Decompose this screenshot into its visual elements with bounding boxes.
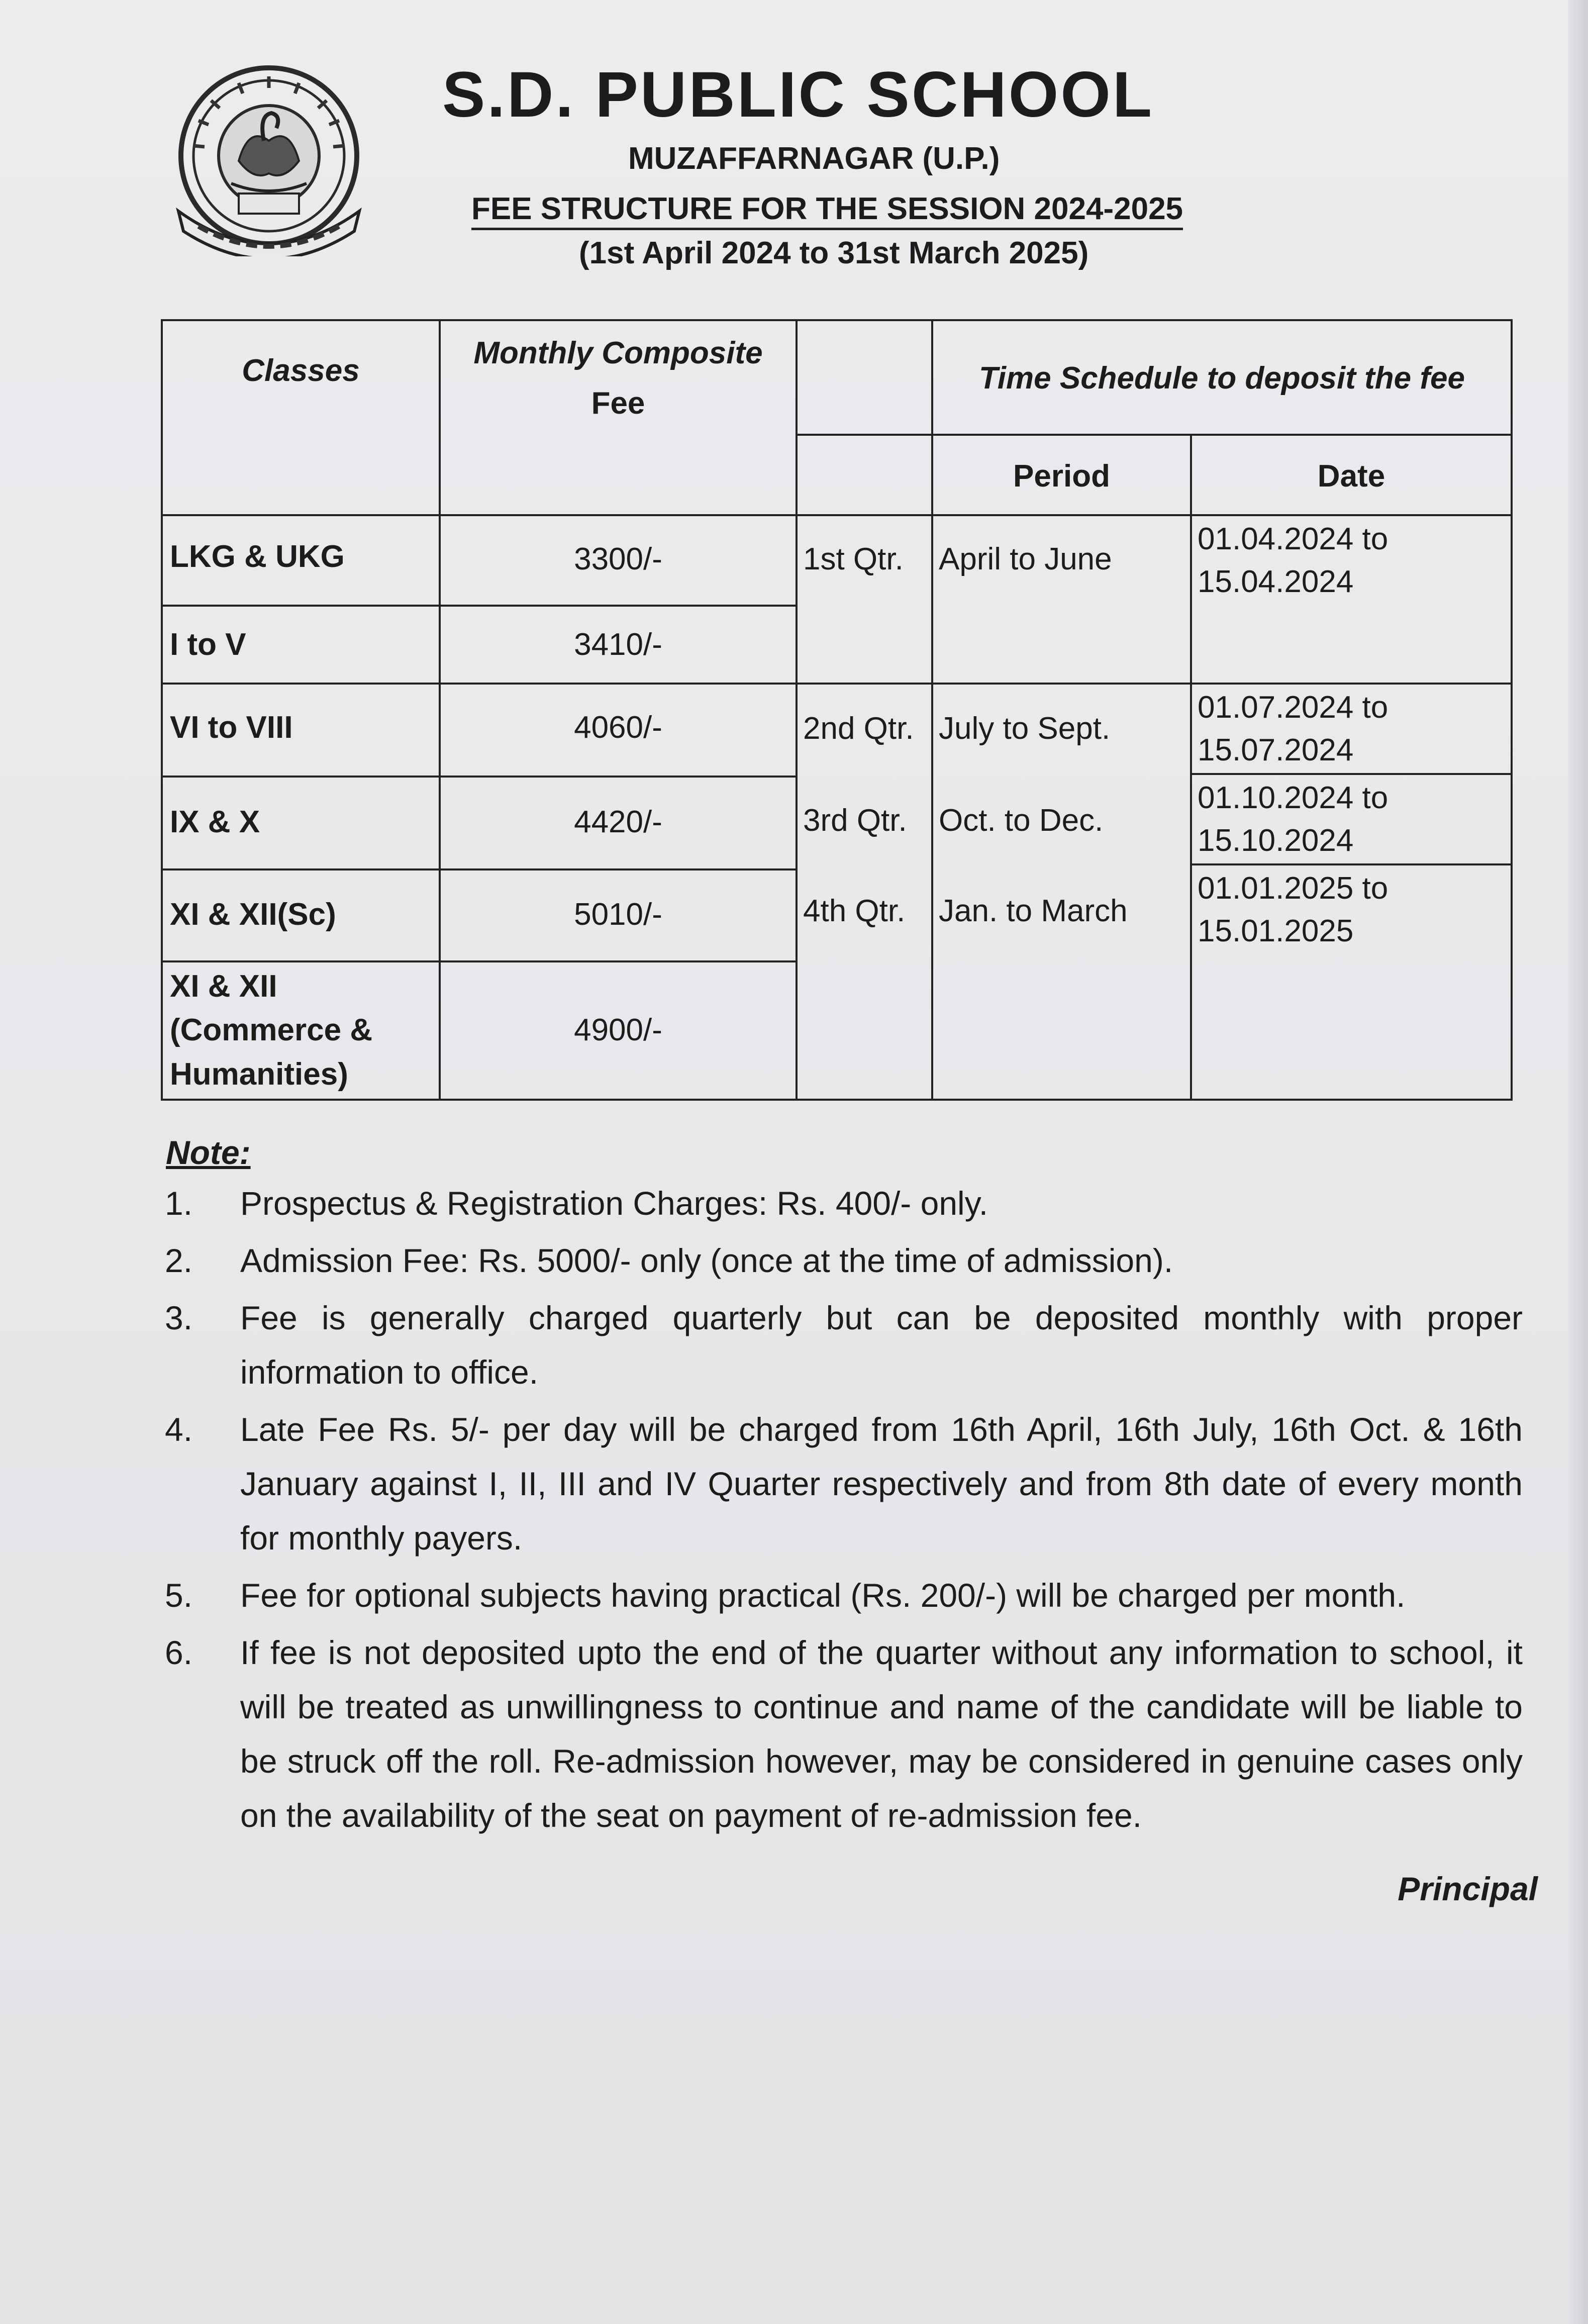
class-cell-line2: (Commerce & — [170, 1013, 373, 1047]
note-number: 4. — [165, 1411, 193, 1448]
quarter-cell: 3rd Qtr. — [803, 803, 907, 838]
period-cell: April to June — [939, 542, 1112, 576]
note-text: If fee is not deposited upto the end of the quarter without any information to school, it will be treated as unwillingness to continue and name of the candidate will be liable to be struck off the roll. Re-admission however, may be considered in genuine cases only on the availability of the seat on payment of re-admission fee. — [240, 1634, 1523, 1834]
fee-cell: 4060/- — [574, 710, 662, 745]
date-cell-line1: 01.04.2024 to — [1198, 522, 1388, 556]
note-number: 1. — [165, 1185, 193, 1222]
school-seal-logo — [163, 65, 374, 256]
note-item — [161, 1176, 1523, 1230]
fee-table — [161, 319, 1513, 1101]
quarter-cell: 4th Qtr. — [803, 894, 906, 928]
period-cell: Jan. to March — [939, 894, 1128, 928]
header-fee-line2: Fee — [591, 386, 645, 421]
quarter-cell: 1st Qtr. — [803, 542, 904, 576]
date-cell-line1: 01.10.2024 to — [1198, 781, 1388, 815]
date-cell-line2: 15.07.2024 — [1198, 733, 1354, 767]
note-item — [161, 1233, 1523, 1288]
note-number: 5. — [165, 1577, 193, 1614]
note-text: Fee for optional subjects having practical (Rs. 200/-) will be charged per month. — [240, 1577, 1406, 1614]
note-number: 6. — [165, 1634, 193, 1671]
note-text: Late Fee Rs. 5/- per day will be charged from 16th April, 16th July, 16th Oct. & 16th January against I, II, III and IV Quarter respectively and from 8th date of every month for monthly payers. — [240, 1411, 1523, 1557]
class-cell-line1: XI & XII — [170, 969, 277, 1004]
period-cell: Oct. to Dec. — [939, 803, 1104, 838]
fee-cell: 4900/- — [574, 1013, 662, 1047]
school-name: S.D. PUBLIC SCHOOL — [442, 59, 1154, 131]
class-cell: LKG & UKG — [170, 539, 345, 574]
date-cell-line2: 15.10.2024 — [1198, 823, 1354, 858]
date-cell-line1: 01.07.2024 to — [1198, 690, 1388, 725]
header-period: Period — [1013, 459, 1110, 494]
header-date: Date — [1317, 459, 1385, 494]
notes-list — [161, 1176, 1523, 1846]
session-dates: (1st April 2024 to 31st March 2025) — [579, 236, 1089, 270]
note-text: Fee is generally charged quarterly but can be deposited monthly with proper information to office. — [240, 1299, 1523, 1391]
class-cell: IX & X — [170, 805, 260, 839]
class-cell: XI & XII(Sc) — [170, 897, 336, 932]
fee-structure-title: FEE STRUCTURE FOR THE SESSION 2024-2025 — [471, 191, 1183, 230]
note-text: Prospectus & Registration Charges: Rs. 400/- only. — [240, 1185, 988, 1222]
date-cell-line2: 15.04.2024 — [1198, 564, 1354, 599]
period-cell: July to Sept. — [939, 711, 1111, 746]
note-number: 3. — [165, 1299, 193, 1336]
page-edge-shadow — [1568, 0, 1588, 2324]
fee-cell: 3410/- — [574, 627, 662, 662]
note-item — [161, 1291, 1523, 1399]
quarter-cell: 2nd Qtr. — [803, 711, 914, 746]
note-item — [161, 1568, 1523, 1622]
date-cell-line1: 01.01.2025 to — [1198, 871, 1388, 906]
note-text: Admission Fee: Rs. 5000/- only (once at the time of admission). — [240, 1242, 1173, 1279]
header-fee-line1: Monthly Composite — [473, 336, 763, 370]
school-location: MUZAFFARNAGAR (U.P.) — [628, 141, 1000, 176]
date-cell-line2: 15.01.2025 — [1198, 914, 1354, 948]
header-classes: Classes — [242, 353, 360, 388]
class-cell: I to V — [170, 627, 246, 662]
fee-cell: 5010/- — [574, 897, 662, 932]
class-cell: VI to VIII — [170, 710, 293, 745]
fee-cell: 4420/- — [574, 805, 662, 839]
note-number: 2. — [165, 1242, 193, 1279]
class-cell-line3: Humanities) — [170, 1057, 348, 1092]
principal-signatory: Principal — [1398, 1870, 1538, 1907]
note-item — [161, 1402, 1523, 1565]
fee-cell: 3300/- — [574, 542, 662, 576]
header-time-schedule: Time Schedule to deposit the fee — [979, 361, 1465, 396]
notes-heading: Note: — [166, 1134, 251, 1171]
note-item — [161, 1625, 1523, 1843]
